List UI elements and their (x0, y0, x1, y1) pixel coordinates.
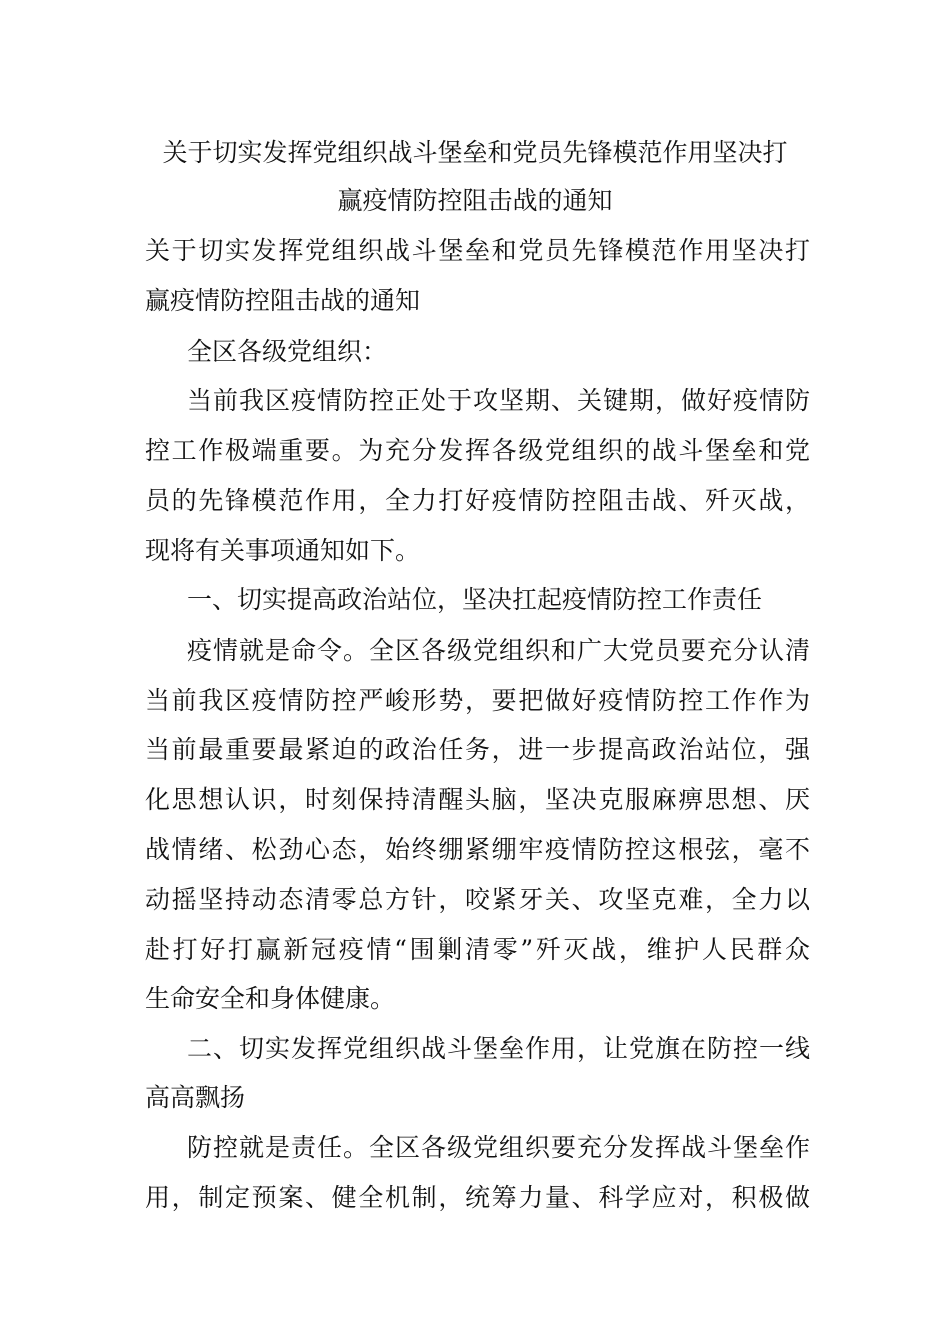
section-2-line-1: 防控就是责任。全区各级党组织要充分发挥战斗堡垒作 (187, 1133, 810, 1162)
section-2-heading-line-2: 高高飘扬 (145, 1083, 246, 1112)
document-title-line-1: 关于切实发挥党组织战斗堡垒和党员先锋模范作用坚决打 (162, 138, 788, 167)
section-1-line-3: 当前最重要最紧迫的政治任务，进一步提高政治站位，强 (145, 735, 810, 764)
section-1-heading: 一、切实提高政治站位，坚决扛起疫情防控工作责任 (187, 585, 763, 614)
document-title-line-2: 赢疫情防控阻击战的通知 (337, 186, 613, 215)
repeat-title-line-1: 关于切实发挥党组织战斗堡垒和党员先锋模范作用坚决打 (145, 236, 810, 265)
salutation: 全区各级党组织： (187, 337, 388, 366)
intro-line-4: 现将有关事项通知如下。 (145, 536, 421, 565)
intro-line-3: 员的先锋模范作用，全力打好疫情防控阻击战、歼灭战， (145, 486, 810, 515)
section-2-line-2: 用，制定预案、健全机制，统筹力量、科学应对，积极做 (145, 1183, 810, 1212)
section-1-line-1: 疫情就是命令。全区各级党组织和广大党员要充分认清 (187, 636, 810, 665)
repeat-title-line-2: 赢疫情防控阻击战的通知 (145, 286, 421, 315)
section-1-line-6: 动摇坚持动态清零总方针，咬紧牙关、攻坚克难，全力以 (145, 885, 810, 914)
intro-line-2: 控工作极端重要。为充分发挥各级党组织的战斗堡垒和党 (145, 436, 810, 465)
section-2-heading-line-1: 二、切实发挥党组织战斗堡垒作用，让党旗在防控一线 (187, 1034, 810, 1063)
section-1-line-4: 化思想认识，时刻保持清醒头脑，坚决克服麻痹思想、厌 (145, 785, 810, 814)
intro-line-1: 当前我区疫情防控正处于攻坚期、关键期，做好疫情防 (187, 386, 810, 415)
section-1-line-7: 赴打好打赢新冠疫情“围剿清零”歼灭战，维护人民群众 (145, 935, 810, 964)
section-1-line-2: 当前我区疫情防控严峻形势，要把做好疫情防控工作作为 (145, 686, 810, 715)
section-1-line-5: 战情绪、松劲心态，始终绷紧绷牢疫情防控这根弦，毫不 (145, 835, 810, 864)
section-1-line-8: 生命安全和身体健康。 (145, 984, 396, 1013)
